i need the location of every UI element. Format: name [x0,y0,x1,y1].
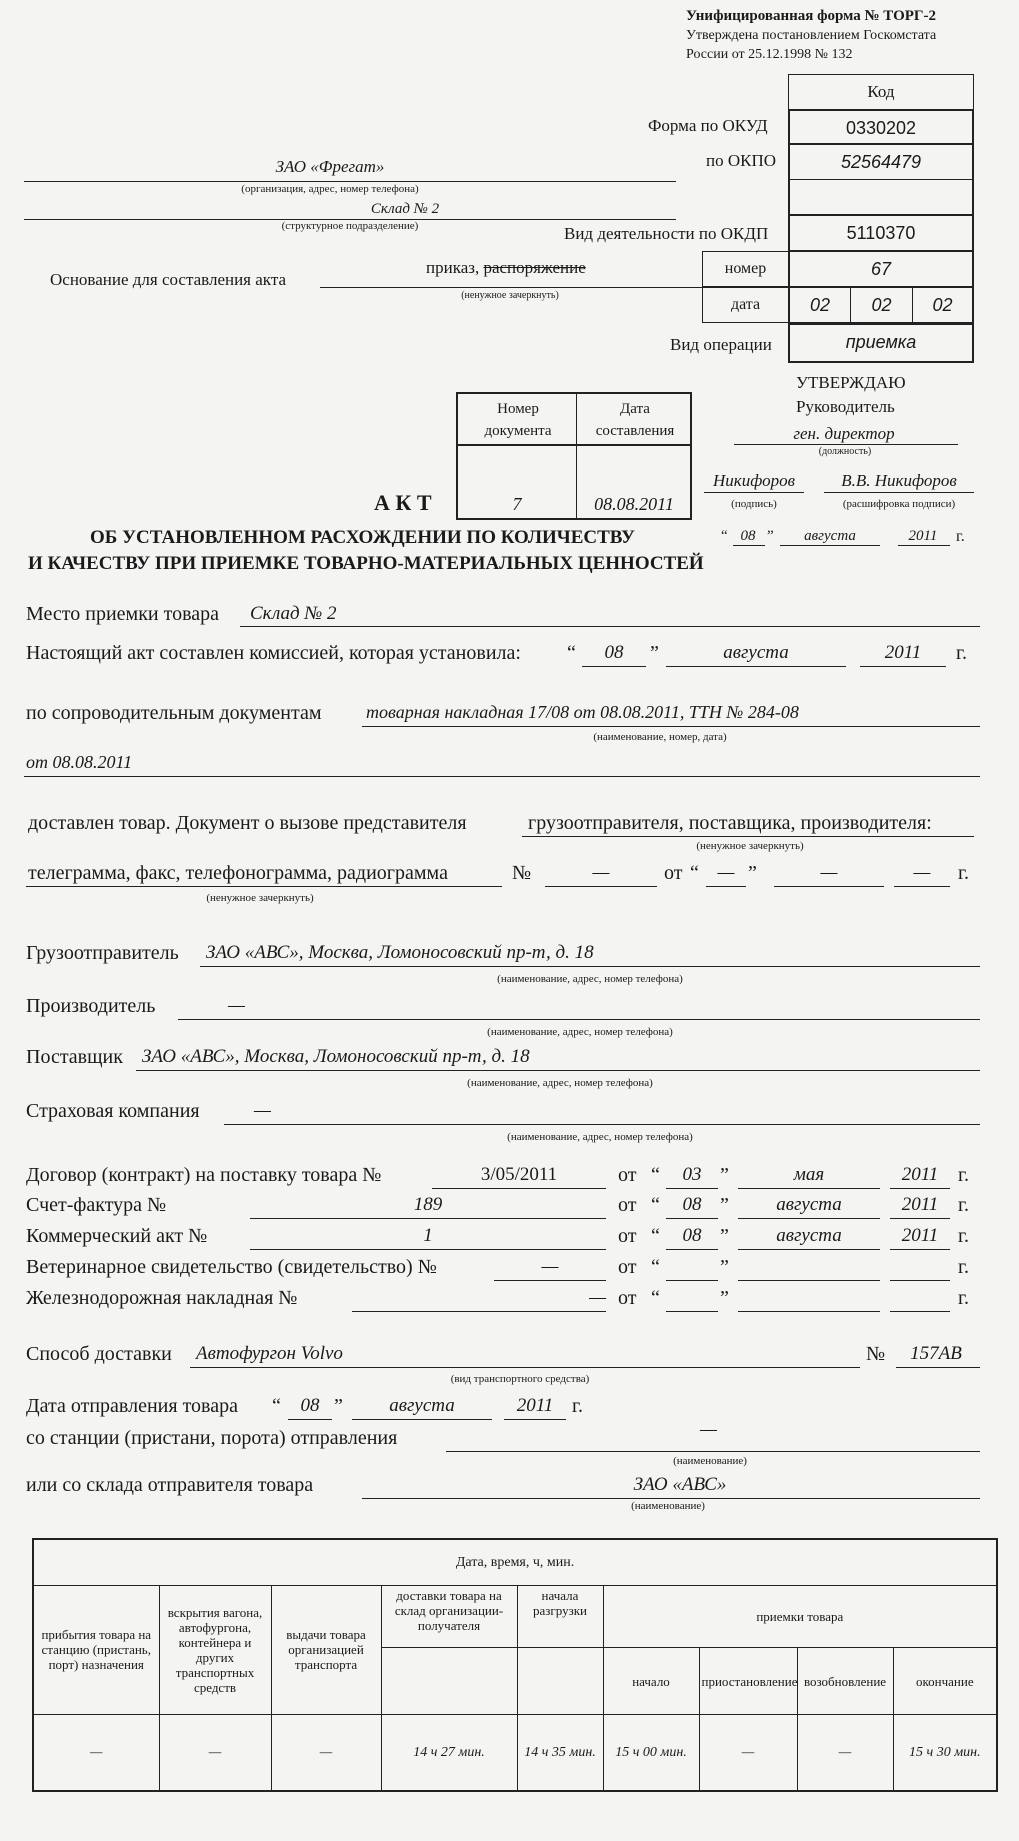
delivery-method-label: Способ доставки [26,1343,172,1365]
form-approved-line1: Утверждена постановлением Госкомстата [686,28,937,43]
vet-cert-month-line [738,1280,880,1281]
okud-code: 0330202 [788,109,974,145]
insurance-caption: (наименование, адрес, номер телефона) [507,1131,693,1143]
station-label: со станции (пристани, порота) отправления [26,1427,398,1449]
commercial-act-quote-close: ” [720,1225,729,1247]
approve-position: ген. директор [793,424,895,443]
invoice-g: г. [958,1194,969,1216]
commercial-act-number: 1 [423,1225,433,1246]
title-line1: ОБ УСТАНОВЛЕННОМ РАСХОЖДЕНИИ ПО КОЛИЧЕСТВУ [90,527,635,548]
telegram-label: телеграмма, факс, телефонограмма, радиограмма [28,862,448,884]
docs-value2: от 08.08.2011 [26,752,133,772]
akt-title: А К Т [374,490,432,515]
value-pause: — [699,1714,797,1791]
value-arrival: — [33,1714,159,1791]
commission-day: 08 [604,642,624,663]
approve-signature: Никифоров [713,471,795,490]
doc-table-hline [456,444,692,446]
docs-line [362,726,980,727]
warehouse-caption: (наименование) [631,1500,705,1512]
railway-quote-close: ” [720,1287,729,1309]
vet-cert-ot: от [618,1256,637,1278]
commercial-act-ot: от [618,1225,637,1247]
approve-day-line [733,545,765,546]
railway-number: — [589,1287,606,1308]
contract-month-line [738,1188,880,1189]
basis-value-plain: приказ, [426,258,484,277]
station-line [446,1451,980,1452]
organization-name: ЗАО «Фрегат» [275,157,385,176]
vehicle-no: 157АВ [910,1343,962,1364]
approve-month-line [780,545,880,546]
contract-year-line [890,1188,950,1189]
approve-signature-caption: (подпись) [731,498,777,510]
col-start-header: начало [603,1648,699,1715]
subdivision-caption: (структурное подразделение) [281,220,419,232]
telegram-day-line [706,886,746,887]
date-month: 02 [850,287,913,323]
telegram-year-line [894,886,950,887]
col-accept-header: приемки товара [603,1585,997,1647]
ship-year: 2011 [516,1395,554,1416]
invoice-year-line [890,1218,950,1219]
col-delivery-sub [381,1648,517,1715]
place-value: Склад № 2 [250,603,337,624]
basis-caption: (ненужное зачеркнуть) [461,290,559,301]
ship-date-label: Дата отправления товара [26,1395,238,1417]
telegram-quote-open: “ [690,862,699,884]
approve-year-suffix: г. [956,528,965,545]
commercial-act-label: Коммерческий акт № [26,1225,208,1247]
delivery-method-value: Автофургон Volvo [196,1343,343,1364]
producer-line [178,1019,980,1020]
commercial-act-month-line [738,1249,880,1250]
col-unload-sub [517,1648,603,1715]
vet-cert-quote-open: “ [651,1256,660,1278]
commercial-act-g: г. [958,1225,969,1247]
commercial-act-month: августа [776,1225,842,1246]
insurance-value: — [254,1100,271,1121]
producer-value: — [228,995,245,1016]
supplier-caption: (наименование, адрес, номер телефона) [467,1077,653,1089]
railway-g: г. [958,1287,969,1309]
invoice-day: 08 [682,1194,702,1215]
col-delivery-header: доставки товара на склад организации-получателя [381,1585,517,1647]
delivery-method-caption: (вид транспортного средства) [450,1373,590,1385]
date-year: 02 [912,287,974,323]
value-end: 15 ч 30 мин. [893,1714,997,1791]
codes-header: Код [788,74,974,110]
doc-date-value: 08.08.2011 [594,494,674,514]
telegram-line [26,886,502,887]
commercial-act-year: 2011 [901,1225,939,1246]
organization-caption: (организация, адрес, номер телефона) [241,183,419,195]
ship-month: августа [389,1395,455,1416]
basis-value-struck: распоряжение [483,258,586,277]
vet-cert-label: Ветеринарное свидетельство (свидетельство) № [26,1256,437,1278]
operation-code: приемка [788,323,974,363]
col-unload-header: начала разгрузки [517,1585,603,1647]
organization-line [24,181,676,182]
contract-day: 03 [682,1164,702,1185]
insurance-line [224,1124,980,1125]
station-caption: (наименование) [673,1455,747,1467]
commission-quote-close: ” [650,642,659,664]
contract-quote-close: ” [720,1164,729,1186]
commission-label: Настоящий акт составлен комиссией, которая установила: [26,642,521,664]
value-unload: 14 ч 35 мин. [517,1714,603,1791]
contract-number: 3/05/2011 [480,1164,558,1185]
shipper-value: ЗАО «АВС», Москва, Ломоносовский пр-т, д. 18 [206,942,594,963]
contract-quote-open: “ [651,1164,660,1186]
producer-label: Производитель [26,995,156,1017]
supplier-label: Поставщик [26,1046,123,1068]
col-end-header: окончание [893,1648,997,1715]
shipper-line [200,966,980,967]
approve-role: Руководитель [796,397,895,416]
commercial-act-day-line [666,1249,718,1250]
value-issue: — [271,1714,381,1791]
docs-label: по сопроводительным документам [26,702,322,724]
approve-position-caption: (должность) [818,446,872,457]
telegram-number: — [592,862,610,883]
invoice-ot: от [618,1194,637,1216]
shipper-caption: (наименование, адрес, номер телефона) [497,973,683,985]
commercial-act-day: 08 [682,1225,702,1246]
approve-year-line [898,545,950,546]
warehouse-label: или со склада отправителя товара [26,1474,314,1496]
commercial-act-year-line [890,1249,950,1250]
telegram-caption: (ненужное зачеркнуть) [206,892,314,904]
value-start: 15 ч 00 мин. [603,1714,699,1791]
railway-ot: от [618,1287,637,1309]
vehicle-no-label: № [866,1343,886,1365]
okpo-code: 52564479 [788,144,974,180]
value-delivery: 14 ч 27 мин. [381,1714,517,1791]
railway-quote-open: “ [651,1287,660,1309]
contract-year: 2011 [901,1164,939,1185]
col-resume-header: возобновление [797,1648,893,1715]
okud-label: Форма по ОКУД [648,116,768,135]
col-pause-header: приостановление [699,1648,797,1715]
approve-day: 08 [740,528,756,544]
invoice-year: 2011 [901,1194,939,1215]
place-label: Место приемки товара [26,603,220,625]
approve-year: 2011 [908,528,938,544]
okpo-label: по ОКПО [706,151,777,170]
telegram-g: г. [958,862,969,884]
railway-number-line [352,1311,606,1312]
telegram-ot: от [664,862,683,884]
railway-month-line [738,1311,880,1312]
approve-name: В.В. Никифоров [841,471,957,490]
ship-quote-open: “ [272,1395,281,1417]
col-arrival-header: прибытия товара на станцию (пристань, порт) назначения [33,1585,159,1714]
approve-signature-line [704,492,804,493]
commission-g: г. [956,642,967,664]
delivered-caption: (ненужное зачеркнуть) [696,840,804,852]
approve-quote-open: “ [721,528,728,544]
supplier-line [136,1070,980,1071]
commission-month: августа [723,642,789,663]
times-table-header: Дата, время, ч, мин. [33,1539,997,1585]
railway-label: Железнодорожная накладная № [26,1287,298,1309]
commission-year: 2011 [884,642,922,663]
railway-year-line [890,1311,950,1312]
col-opening-header: вскрытия вагона, автофургона, контейнера и других транспортных средств [159,1585,271,1714]
shipper-label: Грузоотправитель [26,942,179,964]
commission-quote-open: “ [567,642,576,664]
delivered-label: доставлен товар. Документ о вызове представителя [28,812,467,834]
doc-number-header: Номер документа [484,401,552,439]
operation-label: Вид операции [670,335,772,354]
empty-code [788,179,974,215]
insurance-label: Страховая компания [26,1100,200,1122]
telegram-no: № [512,862,532,884]
basis-value [426,258,586,278]
invoice-month-line [738,1218,880,1219]
telegram-day: — [717,862,735,883]
invoice-quote-open: “ [651,1194,660,1216]
vet-cert-number-line [494,1280,606,1281]
commercial-act-number-line [250,1249,606,1250]
contract-label: Договор (контракт) на поставку товара № [26,1164,382,1186]
value-opening: — [159,1714,271,1791]
basis-line [320,287,702,288]
okdp-label: Вид деятельности по ОКДП [564,224,769,243]
basis-label: Основание для составления акта [50,270,287,289]
docs-value: товарная накладная 17/08 от 08.08.2011, ТТН № 284-08 [366,702,799,722]
contract-ot: от [618,1164,637,1186]
ship-quote-close: ” [334,1395,343,1417]
vet-cert-year-line [890,1280,950,1281]
telegram-number-line [545,886,657,887]
telegram-year: — [913,862,931,883]
approve-name-line [824,492,974,493]
vehicle-no-line [896,1367,980,1368]
telegram-month-line [774,886,884,887]
contract-number-line [432,1188,606,1189]
okdp-code: 5110370 [788,215,974,251]
col-issue-header: выдачи товара организацией транспорта [271,1585,381,1714]
warehouse-value: ЗАО «АВС» [633,1474,727,1495]
approve-title: УТВЕРЖДАЮ [796,373,906,392]
supplier-value: ЗАО «АВС», Москва, Ломоносовский пр-т, д. 18 [142,1046,530,1067]
vet-cert-g: г. [958,1256,969,1278]
vet-cert-day-line [666,1280,718,1281]
invoice-day-line [666,1218,718,1219]
place-line [240,626,980,627]
approve-name-caption: (расшифровка подписи) [842,498,956,510]
contract-g: г. [958,1164,969,1186]
delivery-method-line [190,1367,860,1368]
railway-day-line [666,1311,718,1312]
approve-quote-close: ” [767,528,774,544]
title-line2: И КАЧЕСТВУ ПРИ ПРИЕМКЕ ТОВАРНО-МАТЕРИАЛЬНЫХ ЦЕННОСТЕЙ [28,553,704,574]
invoice-label: Счет-фактура № [26,1194,167,1216]
subdivision-name: Склад № 2 [370,201,440,217]
ship-year-line [504,1419,566,1420]
docs-line2 [24,776,980,777]
approve-position-line [734,444,958,445]
contract-day-line [666,1188,718,1189]
nomer-label: номер [702,251,789,287]
data-label: дата [702,287,789,323]
nomer-code: 67 [788,251,974,287]
commission-month-line [666,666,846,667]
warehouse-line [362,1498,980,1499]
form-approved-line2: России от 25.12.1998 № 132 [686,47,853,62]
invoice-number-line [250,1218,606,1219]
doc-table-divider [576,392,577,520]
contract-month: мая [793,1164,825,1185]
vet-cert-number: — [541,1256,559,1277]
invoice-number: 189 [413,1194,443,1215]
invoice-month: августа [776,1194,842,1215]
telegram-quote-close: ” [748,862,757,884]
approve-month: августа [804,528,856,544]
delivered-value: грузоотправителя, поставщика, производителя: [528,812,932,834]
delivered-line [522,836,974,837]
commission-year-line [860,666,946,667]
ship-day: 08 [300,1395,320,1416]
commission-day-line [582,666,646,667]
commercial-act-quote-open: “ [651,1225,660,1247]
ship-g: г. [572,1395,583,1417]
invoice-quote-close: ” [720,1194,729,1216]
ship-day-line [288,1419,332,1420]
date-day: 02 [788,287,851,323]
station-value: — [700,1419,717,1440]
value-resume: — [797,1714,893,1791]
ship-month-line [352,1419,492,1420]
vet-cert-quote-close: ” [720,1256,729,1278]
producer-caption: (наименование, адрес, номер телефона) [487,1026,673,1038]
form-title: Унифицированная форма № ТОРГ-2 [686,8,936,24]
times-table [32,1538,998,1792]
doc-number-value: 7 [512,494,522,514]
docs-caption: (наименование, номер, дата) [593,731,727,743]
telegram-month: — [820,862,838,883]
doc-date-header: Дата составления [595,401,675,439]
